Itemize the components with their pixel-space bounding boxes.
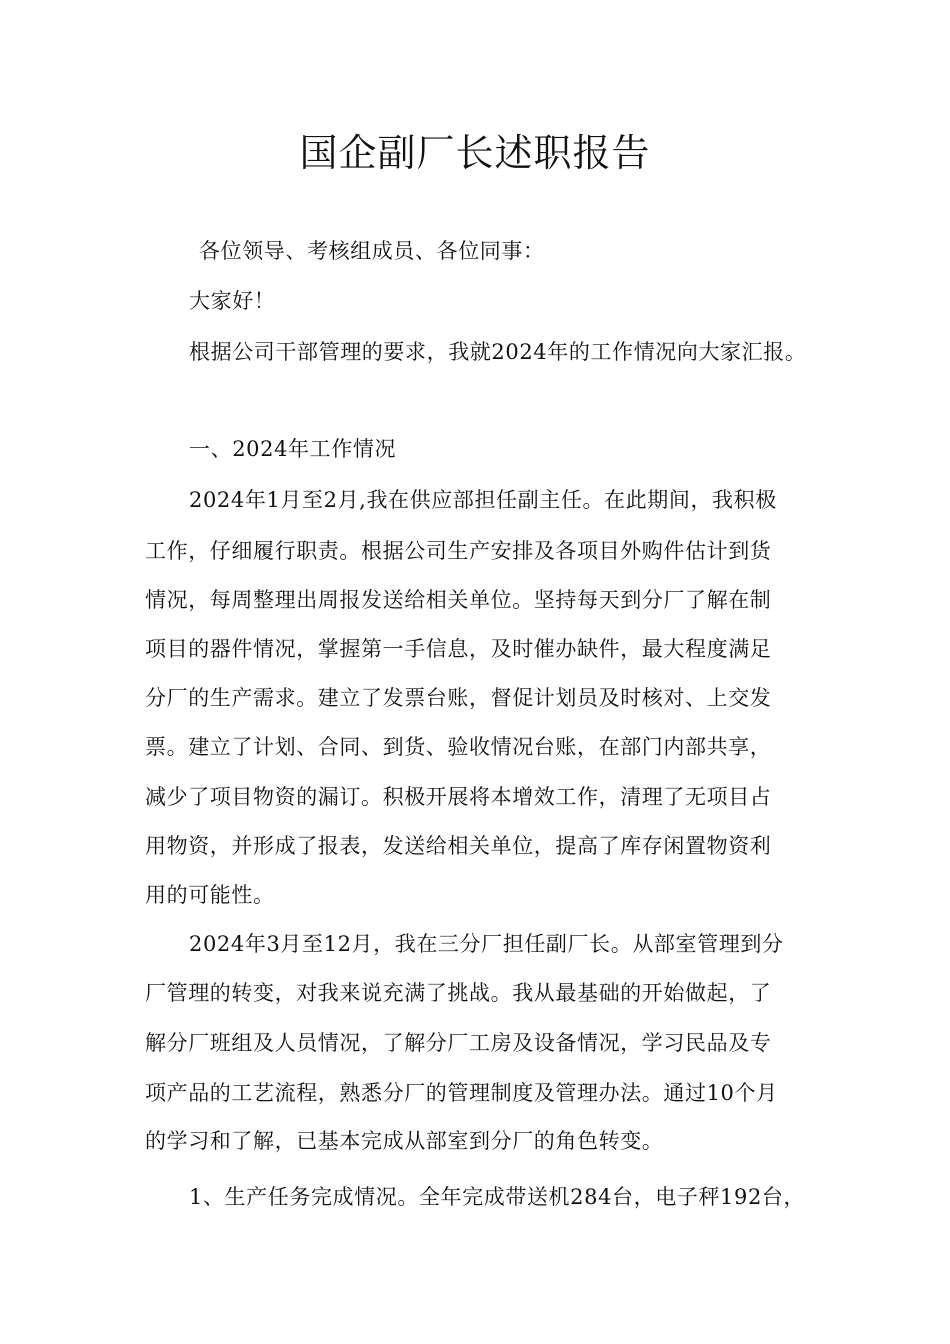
paragraph-line: 项产品的工艺流程，熟悉分厂的管理制度及管理办法。通过10个月 (145, 1081, 778, 1105)
paragraph-line: 解分厂班组及人员情况，了解分厂工房及设备情况，学习民品及专 (145, 1031, 772, 1055)
salutation: 各位领导、考核组成员、各位同事： (199, 239, 545, 263)
paragraph-line: 工作，仔细履行职责。根据公司生产安排及各项目外购件估计到货 (145, 539, 772, 563)
greeting: 大家好！ (189, 289, 276, 313)
list-item-1: 1、生产任务完成情况。全年完成带送机284台，电子秤192台， (189, 1185, 806, 1209)
paragraph-line: 票。建立了计划、合同、到货、验收情况台账，在部门内部共享， (145, 735, 772, 759)
paragraph-line: 的学习和了解，已基本完成从部室到分厂的角色转变。 (145, 1129, 664, 1153)
paragraph-line: 厂管理的转变，对我来说充满了挑战。我从最基础的开始做起，了 (145, 981, 772, 1005)
paragraph-line: 分厂的生产需求。建立了发票台账，督促计划员及时核对、上交发 (145, 686, 772, 710)
paragraph-line: 2024年3月至12月，我在三分厂担任副厂长。从部室管理到分 (189, 932, 784, 956)
section-heading: 一、2024年工作情况 (189, 437, 397, 461)
paragraph-line: 减少了项目物资的漏订。积极开展将本增效工作，清理了无项目占 (145, 785, 772, 809)
paragraph-line: 用的可能性。 (145, 883, 275, 907)
intro-paragraph: 根据公司干部管理的要求，我就2024年的工作情况向大家汇报。 (189, 340, 807, 364)
paragraph-line: 项目的器件情况，掌握第一手信息，及时催办缺件，最大程度满足 (145, 637, 772, 661)
paragraph-line: 2024年1月至2月,我在供应部担任副主任。在此期间，我积极 (189, 488, 777, 512)
paragraph-line: 情况，每周整理出周报发送给相关单位。坚持每天到分厂了解在制 (145, 588, 772, 612)
paragraph-line: 用物资，并形成了报表，发送给相关单位，提高了库存闲置物资利 (145, 834, 772, 858)
document-title: 国企副厂长述职报告 (299, 131, 651, 175)
